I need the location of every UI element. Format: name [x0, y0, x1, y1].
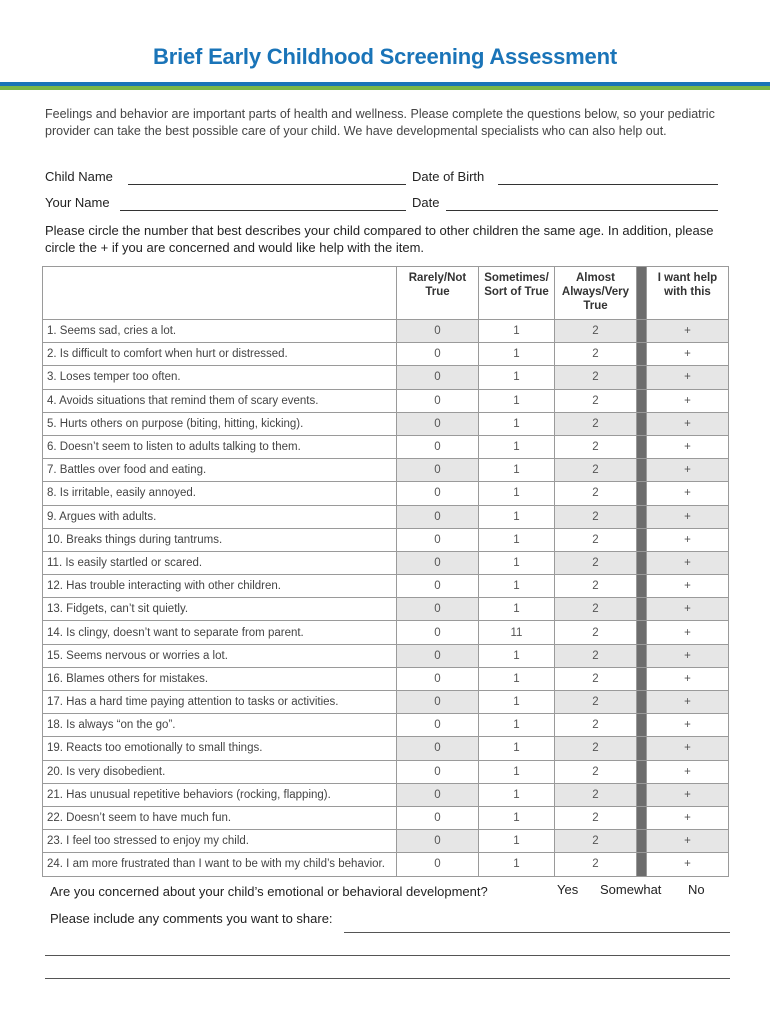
option-help[interactable]: + — [647, 366, 729, 389]
table-row — [43, 435, 729, 458]
table-row — [43, 389, 729, 412]
table-row — [43, 459, 729, 482]
option-rarely[interactable]: 0 — [397, 435, 479, 458]
option-help[interactable]: + — [647, 482, 729, 505]
question-text: 16. Blames others for mistakes. — [43, 667, 397, 690]
intro-paragraph: Feelings and behavior are important parts of health and wellness. Please complete the questions below, so your pediatric provider can take the best possible care of your child. We have developmental specialists who can also help out. — [45, 107, 715, 138]
comments-line-3[interactable] — [45, 978, 730, 979]
option-rarely[interactable]: 0 — [397, 853, 479, 876]
table-row — [43, 691, 729, 714]
question-text: 9. Argues with adults. — [43, 505, 397, 528]
option-rarely[interactable]: 0 — [397, 783, 479, 806]
option-almost[interactable]: 2 — [555, 343, 637, 366]
option-sometimes[interactable]: 1 — [479, 667, 555, 690]
screening-table — [42, 266, 729, 877]
question-text: 4. Avoids situations that remind them of scary events. — [43, 389, 397, 412]
question-text: 12. Has trouble interacting with other children. — [43, 575, 397, 598]
option-rarely[interactable]: 0 — [397, 830, 479, 853]
divider-cell — [637, 598, 647, 621]
option-almost[interactable]: 2 — [555, 320, 637, 343]
option-almost[interactable]: 2 — [555, 435, 637, 458]
option-sometimes[interactable]: 1 — [479, 343, 555, 366]
option-help[interactable]: + — [647, 621, 729, 644]
option-sometimes[interactable]: 1 — [479, 575, 555, 598]
option-rarely[interactable]: 0 — [397, 806, 479, 829]
table-row — [43, 621, 729, 644]
option-help[interactable]: + — [647, 691, 729, 714]
option-sometimes[interactable]: 1 — [479, 482, 555, 505]
option-almost[interactable]: 2 — [555, 667, 637, 690]
concern-somewhat[interactable]: Somewhat — [600, 882, 662, 897]
table-row — [43, 366, 729, 389]
divider-cell — [637, 806, 647, 829]
option-help[interactable]: + — [647, 528, 729, 551]
concern-yes[interactable]: Yes — [557, 882, 579, 897]
question-text: 3. Loses temper too often. — [43, 366, 397, 389]
question-text: 6. Doesn’t seem to listen to adults talking to them. — [43, 435, 397, 458]
option-rarely[interactable]: 0 — [397, 528, 479, 551]
divider-column — [637, 267, 647, 320]
question-text: 14. Is clingy, doesn’t want to separate from parent. — [43, 621, 397, 644]
divider-cell — [637, 412, 647, 435]
divider-cell — [637, 714, 647, 737]
option-help[interactable]: + — [647, 853, 729, 876]
option-help[interactable]: + — [647, 667, 729, 690]
option-almost[interactable]: 2 — [555, 366, 637, 389]
option-sometimes[interactable]: 1 — [479, 714, 555, 737]
option-rarely[interactable]: 0 — [397, 389, 479, 412]
divider-cell — [637, 760, 647, 783]
option-almost[interactable]: 2 — [555, 783, 637, 806]
option-help[interactable]: + — [647, 714, 729, 737]
option-rarely[interactable]: 0 — [397, 691, 479, 714]
option-rarely[interactable]: 0 — [397, 714, 479, 737]
option-almost[interactable]: 2 — [555, 528, 637, 551]
option-sometimes[interactable]: 1 — [479, 459, 555, 482]
option-rarely[interactable]: 0 — [397, 320, 479, 343]
divider-cell — [637, 830, 647, 853]
option-help[interactable]: + — [647, 505, 729, 528]
instructions: Please circle the number that best describes your child compared to other children the same age. In addition, please circle the + if you are concerned and would like help with the item. — [45, 223, 714, 255]
option-almost[interactable]: 2 — [555, 482, 637, 505]
header-band-green — [0, 86, 770, 90]
question-text: 23. I feel too stressed to enjoy my child. — [43, 830, 397, 853]
comments-line-1[interactable] — [344, 932, 730, 933]
option-almost[interactable]: 2 — [555, 714, 637, 737]
option-help[interactable]: + — [647, 737, 729, 760]
option-help[interactable]: + — [647, 459, 729, 482]
question-text: 22. Doesn’t seem to have much fun. — [43, 806, 397, 829]
option-sometimes[interactable]: 1 — [479, 435, 555, 458]
option-sometimes[interactable]: 1 — [479, 806, 555, 829]
divider-cell — [637, 691, 647, 714]
option-sometimes[interactable]: 1 — [479, 783, 555, 806]
option-almost[interactable]: 2 — [555, 505, 637, 528]
page-title: Brief Early Childhood Screening Assessment — [153, 44, 617, 69]
option-sometimes[interactable]: 1 — [479, 505, 555, 528]
option-sometimes[interactable]: 1 — [479, 389, 555, 412]
divider-cell — [637, 783, 647, 806]
option-sometimes[interactable]: 1 — [479, 760, 555, 783]
option-rarely[interactable]: 0 — [397, 366, 479, 389]
option-almost[interactable]: 2 — [555, 575, 637, 598]
option-help[interactable]: + — [647, 412, 729, 435]
divider-cell — [637, 389, 647, 412]
comments-line-2[interactable] — [45, 955, 730, 956]
table-row — [43, 505, 729, 528]
table-row — [43, 343, 729, 366]
option-almost[interactable]: 2 — [555, 389, 637, 412]
table-row — [43, 830, 729, 853]
table-row — [43, 760, 729, 783]
question-header — [43, 267, 397, 320]
question-text: 18. Is always “on the go”. — [43, 714, 397, 737]
divider-cell — [637, 853, 647, 876]
divider-cell — [637, 366, 647, 389]
child-name-field[interactable] — [128, 184, 406, 185]
option-sometimes[interactable]: 1 — [479, 830, 555, 853]
option-rarely[interactable]: 0 — [397, 621, 479, 644]
question-text: 2. Is difficult to comfort when hurt or distressed. — [43, 343, 397, 366]
option-help[interactable]: + — [647, 598, 729, 621]
question-text: 17. Has a hard time paying attention to tasks or activities. — [43, 691, 397, 714]
option-sometimes[interactable]: 1 — [479, 853, 555, 876]
help-header: I want help with this — [647, 267, 729, 320]
option-help[interactable]: + — [647, 575, 729, 598]
option-rarely[interactable]: 0 — [397, 667, 479, 690]
child-name-label: Child Name — [45, 169, 113, 184]
table-row — [43, 737, 729, 760]
option-almost[interactable]: 2 — [555, 737, 637, 760]
option-rarely[interactable]: 0 — [397, 482, 479, 505]
option-rarely[interactable]: 0 — [397, 459, 479, 482]
dob-label: Date of Birth — [412, 169, 485, 184]
table-row — [43, 783, 729, 806]
question-text: 1. Seems sad, cries a lot. — [43, 320, 397, 343]
option-help[interactable]: + — [647, 320, 729, 343]
comments-label: Please include any comments you want to share: — [50, 911, 333, 926]
table-row — [43, 598, 729, 621]
option-sometimes[interactable]: 1 — [479, 412, 555, 435]
table-row — [43, 320, 729, 343]
option-help[interactable]: + — [647, 551, 729, 574]
option-rarely[interactable]: 0 — [397, 737, 479, 760]
option-almost[interactable]: 2 — [555, 830, 637, 853]
option-almost[interactable]: 2 — [555, 412, 637, 435]
option-sometimes[interactable]: 1 — [479, 598, 555, 621]
concern-question: Are you concerned about your child’s emotional or behavioral development? — [50, 884, 488, 899]
question-text: 19. Reacts too emotionally to small things. — [43, 737, 397, 760]
table-row — [43, 644, 729, 667]
table-row — [43, 853, 729, 876]
option-help[interactable]: + — [647, 343, 729, 366]
divider-cell — [637, 505, 647, 528]
option-rarely[interactable]: 0 — [397, 644, 479, 667]
question-text: 24. I am more frustrated than I want to be with my child’s behavior. — [43, 853, 397, 876]
your-name-label: Your Name — [45, 195, 110, 210]
divider-cell — [637, 435, 647, 458]
date-label: Date — [412, 195, 440, 210]
option-sometimes[interactable]: 1 — [479, 737, 555, 760]
option-rarely[interactable]: 0 — [397, 505, 479, 528]
question-text: 10. Breaks things during tantrums. — [43, 528, 397, 551]
option-almost[interactable]: 2 — [555, 806, 637, 829]
question-text: 21. Has unusual repetitive behaviors (rocking, flapping). — [43, 783, 397, 806]
option-rarely[interactable]: 0 — [397, 412, 479, 435]
table-row — [43, 714, 729, 737]
option-help[interactable]: + — [647, 389, 729, 412]
dob-field[interactable] — [498, 184, 718, 185]
table-row — [43, 528, 729, 551]
option-almost[interactable]: 2 — [555, 760, 637, 783]
divider-cell — [637, 528, 647, 551]
option-almost[interactable]: 2 — [555, 551, 637, 574]
option-sometimes[interactable]: 11 — [479, 621, 555, 644]
divider-cell — [637, 343, 647, 366]
divider-cell — [637, 621, 647, 644]
date-field[interactable] — [446, 210, 718, 211]
option-help[interactable]: + — [647, 830, 729, 853]
option-almost[interactable]: 2 — [555, 691, 637, 714]
option-almost[interactable]: 2 — [555, 598, 637, 621]
divider-cell — [637, 575, 647, 598]
divider-cell — [637, 737, 647, 760]
option-sometimes[interactable]: 1 — [479, 366, 555, 389]
divider-cell — [637, 459, 647, 482]
question-text: 7. Battles over food and eating. — [43, 459, 397, 482]
divider-cell — [637, 551, 647, 574]
table-row — [43, 806, 729, 829]
option-help[interactable]: + — [647, 806, 729, 829]
option-sometimes[interactable]: 1 — [479, 551, 555, 574]
question-text: 20. Is very disobedient. — [43, 760, 397, 783]
option-rarely[interactable]: 0 — [397, 575, 479, 598]
table-row — [43, 667, 729, 690]
sometimes-header: Sometimes/ Sort of True — [479, 267, 555, 320]
option-help[interactable]: + — [647, 783, 729, 806]
question-text: 15. Seems nervous or worries a lot. — [43, 644, 397, 667]
option-rarely[interactable]: 0 — [397, 598, 479, 621]
divider-cell — [637, 320, 647, 343]
question-text: 13. Fidgets, can’t sit quietly. — [43, 598, 397, 621]
table-row — [43, 551, 729, 574]
option-rarely[interactable]: 0 — [397, 551, 479, 574]
table-row — [43, 482, 729, 505]
option-almost[interactable]: 2 — [555, 621, 637, 644]
option-rarely[interactable]: 0 — [397, 760, 479, 783]
option-sometimes[interactable]: 1 — [479, 320, 555, 343]
option-sometimes[interactable]: 1 — [479, 691, 555, 714]
divider-cell — [637, 644, 647, 667]
question-text: 5. Hurts others on purpose (biting, hitting, kicking). — [43, 412, 397, 435]
divider-cell — [637, 667, 647, 690]
option-sometimes[interactable]: 1 — [479, 644, 555, 667]
option-help[interactable]: + — [647, 644, 729, 667]
table-row — [43, 575, 729, 598]
option-rarely[interactable]: 0 — [397, 343, 479, 366]
question-text: 8. Is irritable, easily annoyed. — [43, 482, 397, 505]
option-sometimes[interactable]: 1 — [479, 528, 555, 551]
question-text: 11. Is easily startled or scared. — [43, 551, 397, 574]
rarely-header: Rarely/Not True — [397, 267, 479, 320]
concern-no[interactable]: No — [688, 882, 705, 897]
option-almost[interactable]: 2 — [555, 459, 637, 482]
option-almost[interactable]: 2 — [555, 644, 637, 667]
almost-header: Almost Always/Very True — [555, 267, 637, 320]
option-help[interactable]: + — [647, 760, 729, 783]
option-almost[interactable]: 2 — [555, 853, 637, 876]
table-row — [43, 412, 729, 435]
option-help[interactable]: + — [647, 435, 729, 458]
divider-cell — [637, 482, 647, 505]
your-name-field[interactable] — [120, 210, 406, 211]
